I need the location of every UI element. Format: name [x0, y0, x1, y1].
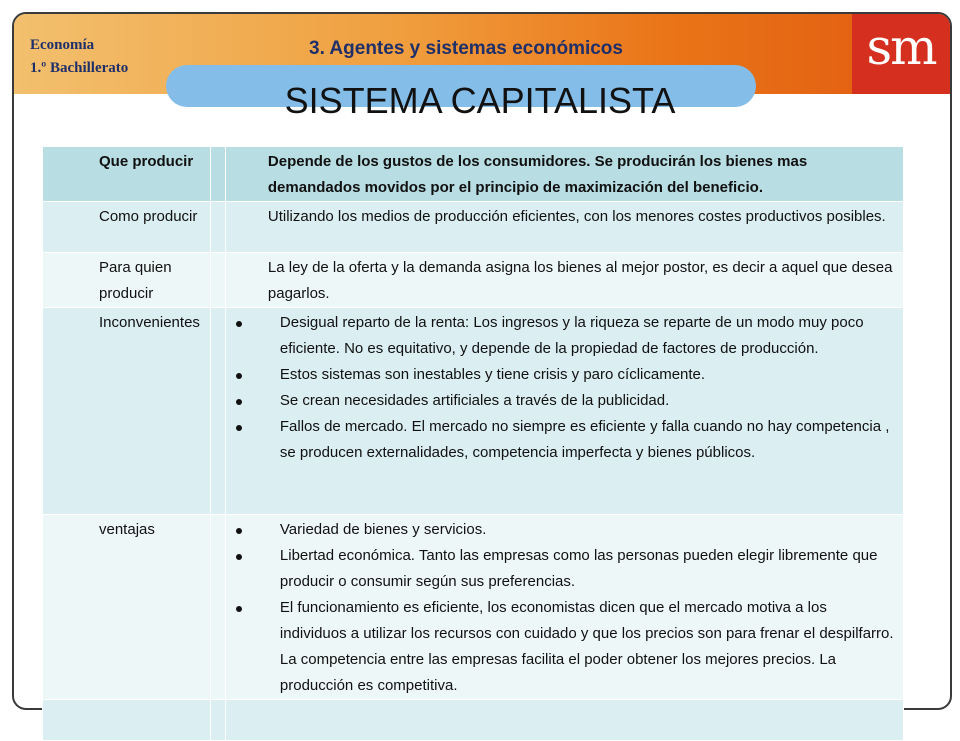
list-item: Variedad de bienes y servicios.: [254, 517, 897, 543]
list-item: Estos sistemas son inestables y tiene crisis y paro cíclicamente.: [254, 362, 897, 388]
table-row: [43, 308, 904, 515]
list-item: Desigual reparto de la renta: Los ingresos y la riqueza se reparte de un modo muy poco eficiente. No es equitativo, y depende de la propiedad de factores de producción.: [254, 310, 897, 362]
row-label: Inconvenientes: [43, 308, 211, 515]
page-title: SISTEMA CAPITALISTA: [284, 80, 676, 121]
row-text: La ley de la oferta y la demanda asigna los bienes al mejor postor, es decir a aquel que desea pagarlos.: [225, 253, 903, 308]
sm-logo-text: sm: [866, 18, 936, 76]
bullet-icon: [236, 321, 242, 327]
table-row: [43, 515, 904, 700]
table-row: [43, 147, 904, 202]
course-level: 1.º Bachillerato: [30, 60, 129, 76]
row-label: Como producir: [43, 202, 211, 253]
bullet-icon: [236, 606, 242, 612]
bullet-icon: [236, 373, 242, 379]
list-item: Libertad económica. Tanto las empresas como las personas pueden elegir libremente que producir o consumir según sus preferencias.: [254, 543, 897, 595]
sm-logo: [852, 14, 950, 94]
list-item: Se crean necesidades artificiales a través de la publicidad.: [254, 388, 897, 414]
unit-title: 3. Agentes y sistemas económicos: [309, 38, 623, 59]
row-text: Depende de los gustos de los consumidores. Se producirán los bienes mas demandados movidos por el principio de maximización del beneficio.: [225, 147, 903, 202]
row-bullets: [225, 515, 903, 700]
table-row: [43, 253, 904, 308]
row-label: Para quien producir: [43, 253, 211, 308]
row-text: Utilizando los medios de producción eficientes, con los menores costes productivos posibles.: [225, 202, 903, 253]
bullet-icon: [236, 554, 242, 560]
bullet-icon: [236, 528, 242, 534]
subject-name: Economía: [30, 37, 95, 53]
list-item: El funcionamiento es eficiente, los economistas dicen que el mercado motiva a los individuos a utilizar los recursos con cuidado y que los precios son para frenar el despilfarro. La competencia entre las empresas facilita el poder obtener los mejores precios. La producción es competitiva.: [254, 595, 897, 699]
bullet-icon: [236, 425, 242, 431]
row-bullets: [225, 308, 903, 515]
row-label: Que producir: [43, 147, 211, 202]
table-row-empty: [43, 700, 904, 741]
capitalism-table: [42, 146, 904, 741]
bullet-icon: [236, 399, 242, 405]
table-row: [43, 202, 904, 253]
row-label: ventajas: [43, 515, 211, 700]
subject-label: [30, 34, 128, 80]
list-item: Fallos de mercado. El mercado no siempre es eficiente y falla cuando no hay competencia , se producen externalidades, competencia imperfecta y bienes públicos.: [254, 414, 897, 466]
